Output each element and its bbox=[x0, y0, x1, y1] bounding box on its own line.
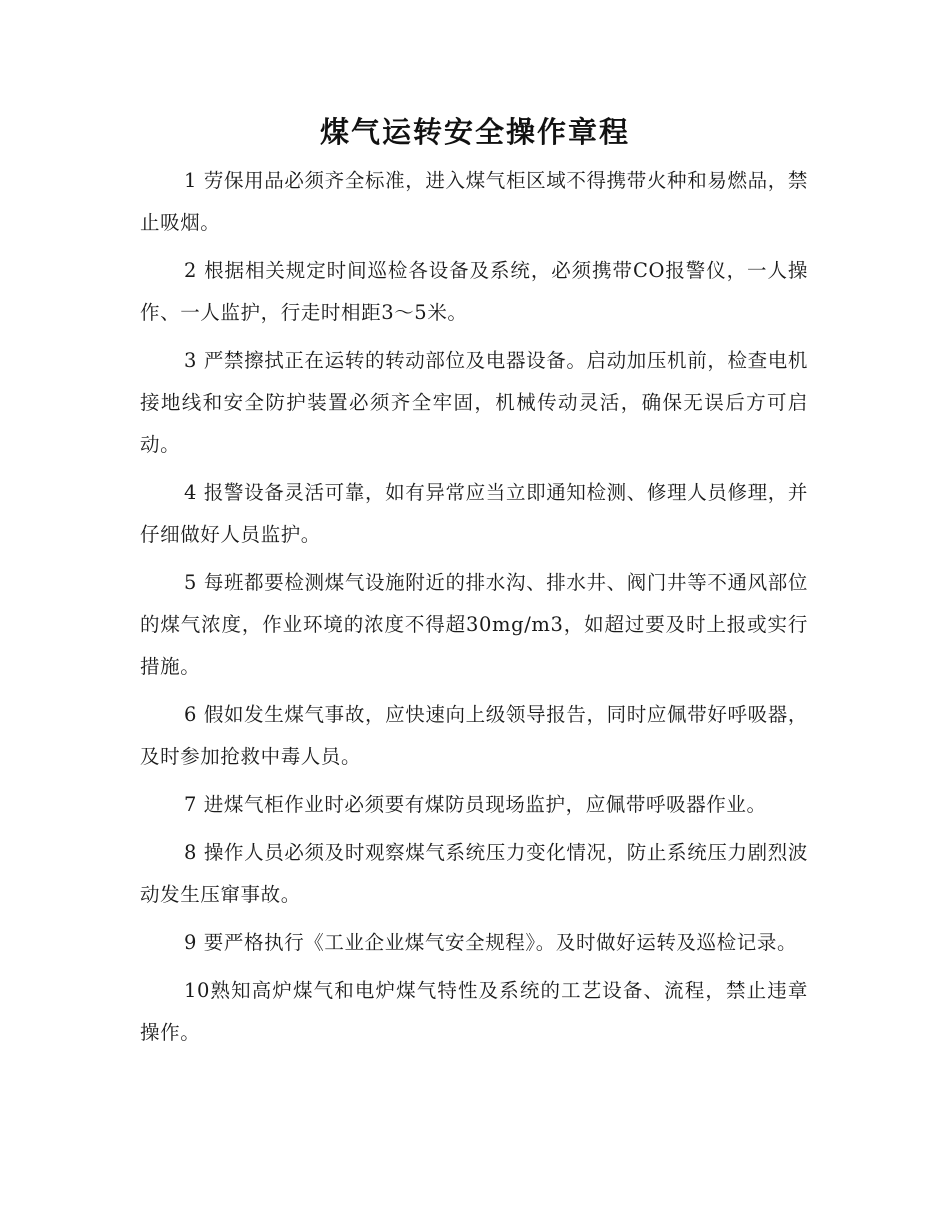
clause-3: 3 严禁擦拭正在运转的转动部位及电器设备。启动加压机前，检查电机接地线和安全防护装置必须齐全牢固，机械传动灵活，确保无误后方可启动。 bbox=[140, 349, 808, 456]
clause-1: 1 劳保用品必须齐全标准，进入煤气柜区域不得携带火种和易燃品，禁止吸烟。 bbox=[140, 169, 808, 234]
clause-5: 5 每班都要检测煤气设施附近的排水沟、排水井、阀门井等不通风部位的煤气浓度，作业环境的浓度不得超30mg/m3，如超过要及时上报或实行措施。 bbox=[140, 571, 808, 678]
clause-10: 10熟知高炉煤气和电炉煤气特性及系统的工艺设备、流程，禁止违章操作。 bbox=[140, 979, 808, 1044]
clause-7: 7 进煤气柜作业时必须要有煤防员现场监护，应佩带呼吸器作业。 bbox=[184, 793, 767, 816]
clause-list bbox=[140, 160, 808, 1060]
clause-4: 4 报警设备灵活可靠，如有异常应当立即通知检测、修理人员修理，并仔细做好人员监护。 bbox=[140, 481, 808, 546]
clause-8: 8 操作人员必须及时观察煤气系统压力变化情况，防止系统压力剧烈波动发生压窜事故。 bbox=[140, 841, 808, 906]
clause-2: 2 根据相关规定时间巡检各设备及系统，必须携带CO报警仪，一人操作、一人监护，行走时相距3～5米。 bbox=[140, 259, 808, 324]
clause-9: 9 要严格执行《工业企业煤气安全规程》。及时做好运转及巡检记录。 bbox=[184, 931, 798, 954]
clause-6: 6 假如发生煤气事故，应快速向上级领导报告，同时应佩带好呼吸器，及时参加抢救中毒人员。 bbox=[140, 703, 808, 768]
document-title: 煤气运转安全操作章程 bbox=[319, 115, 630, 149]
